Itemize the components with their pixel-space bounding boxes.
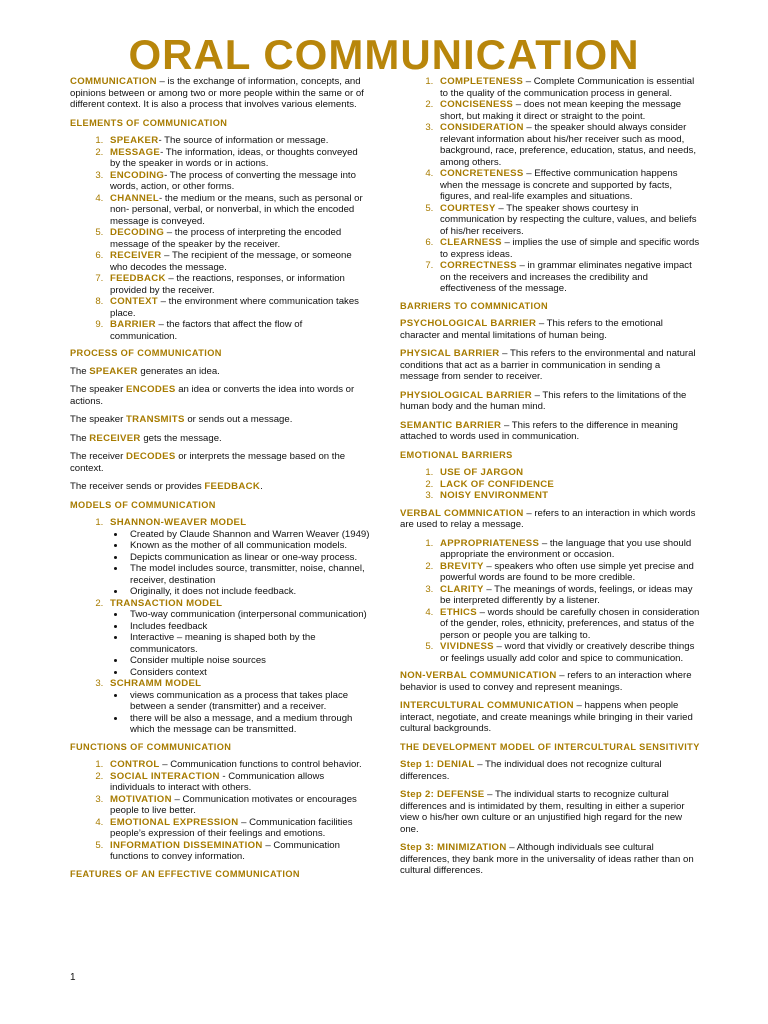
list-item	[106, 193, 370, 228]
item-text: – the factors that affect the flow of communication.	[110, 319, 303, 342]
term: PSYCHOLOGICAL BARRIER	[400, 318, 537, 329]
item-text: – Complete Communication is essential to the quality of the communication process in general.	[440, 76, 695, 99]
term: Step 1: DENIAL	[400, 759, 475, 770]
step-text: or sends out a message.	[184, 414, 293, 425]
step-text: an idea or converts the idea into words or actions.	[70, 384, 355, 407]
section-heading-functions: FUNCTIONS OF COMMUNICATION	[70, 741, 232, 752]
process-step	[70, 366, 370, 378]
list-item	[106, 771, 370, 794]
step-text: The receiver	[70, 451, 126, 462]
barrier-paragraph	[400, 420, 700, 443]
page-number: 1	[70, 972, 76, 983]
term: SHANNON-WEAVER MODEL	[110, 517, 247, 528]
list-item	[436, 122, 700, 168]
term: BARRIER	[110, 319, 156, 330]
item-text: – speakers who often use simple yet precise and powerful words are found to be more credible.	[440, 560, 694, 583]
list-item	[106, 517, 370, 598]
term: CLARITY	[440, 583, 484, 595]
step-paragraph	[400, 842, 700, 877]
term: CONSIDERATION	[440, 122, 524, 133]
item-text: – the reactions, responses, or information provided by the receiver.	[110, 273, 345, 296]
item-text: – the speaker should always consider relevant information about his/her receiver such as mood, background, race, preference, education, status, and needs, among others.	[440, 122, 697, 168]
term: SOCIAL INTERACTION	[110, 770, 220, 782]
term: PHYSICAL BARRIER	[400, 348, 500, 359]
term: SEMANTIC BARRIER	[400, 419, 502, 431]
item-text: - The source of information or message.	[158, 135, 329, 146]
item-text: – word that vividly or creatively describe things or feelings usually add color and spice to communication.	[440, 641, 695, 664]
term: SPEAKER	[89, 365, 138, 377]
term: CHANNEL	[110, 192, 160, 204]
term: COMPLETENESS	[440, 76, 524, 87]
item-text: – The speaker shows courtesy in communication by respecting the culture, values, and beliefs of his/her receivers.	[440, 202, 697, 237]
step-text: The	[70, 432, 90, 444]
paragraph-text: – This refers to the emotional character and mental limitations of human being.	[400, 318, 663, 341]
term: DECODES	[125, 451, 176, 462]
item-text: – Communication functions to control behavior.	[159, 759, 362, 770]
verbal-list	[400, 538, 700, 665]
list-item	[106, 273, 370, 296]
list-item	[106, 598, 370, 679]
functions-list	[70, 759, 370, 863]
list-item	[436, 538, 700, 561]
intercultural-definition	[400, 700, 700, 735]
paragraph-text: – The individual does not recognize cultural differences.	[400, 759, 662, 782]
step-text: .	[260, 481, 263, 492]
list-item	[106, 250, 370, 273]
list-item	[436, 168, 700, 203]
term: COMMUNICATION	[70, 76, 157, 87]
paragraph-text: – refers to an interaction in which words are used to relay a message.	[400, 507, 696, 530]
process-step	[70, 414, 370, 426]
elements-list	[70, 135, 370, 342]
list-item	[436, 467, 700, 479]
list-item	[436, 479, 700, 491]
term: RECEIVER	[110, 250, 162, 261]
bullet-item: • Consider multiple noise sources	[126, 655, 370, 667]
process-step	[70, 433, 370, 445]
term: CONCRETENESS	[440, 168, 524, 179]
bullet-item: • Depicts communication as linear or one-way process.	[126, 552, 370, 564]
term: SPEAKER	[110, 135, 159, 146]
term: APPROPRIATENESS	[440, 537, 540, 549]
item-text: – Communication facilities people’s expression of their feelings and emotions.	[110, 816, 353, 839]
term: ENCODES	[126, 384, 176, 395]
right-column	[400, 76, 700, 884]
models-list	[70, 517, 370, 736]
term: ENCODING	[110, 169, 165, 181]
term: VERBAL COMMNICATION	[400, 507, 524, 519]
item-text: – the language that you use should appropriate the environment or occasion.	[440, 537, 692, 560]
page-title: ORAL COMMUNICATION	[128, 31, 640, 78]
term: CONTEXT	[110, 296, 158, 307]
section-heading-process: PROCESS OF COMMUNICATION	[70, 348, 222, 358]
term: FEEDBACK	[110, 273, 166, 284]
bullet-item: • Known as the mother of all communication models.	[126, 540, 370, 552]
bullet-item: • views communication as a process that takes place between a sender (transmitter) and a receiver.	[126, 690, 370, 713]
term: MOTIVATION	[110, 793, 172, 805]
term: COURTESY	[440, 202, 496, 214]
step-text: gets the message.	[140, 432, 222, 444]
list-item	[106, 135, 370, 147]
term: CLEARNESS	[440, 237, 502, 248]
process-step	[70, 384, 370, 407]
term: TRANSACTION MODEL	[110, 597, 223, 609]
bullet-list	[110, 609, 370, 678]
item-text: – the process of interpreting the encoded message of the speaker by the receiver.	[110, 227, 342, 250]
paragraph-text: – The individual starts to recognize cultural differences and is intimidated by them, resulting in either a superior view o his/her own culture or an unjustified high regard for the new one.	[400, 789, 685, 835]
term: INTERCULTURAL COMMUNICATION	[400, 700, 574, 711]
paragraph-text: – This refers to the limitations of the human body and the human mind.	[400, 389, 687, 412]
list-item	[106, 296, 370, 319]
step-text: The	[70, 365, 90, 377]
item-text: – implies the use of simple and specific words to express ideas.	[440, 237, 700, 260]
item-text: - The process of converting the message into words, action, or other forms.	[110, 169, 356, 192]
step-text: The speaker	[70, 384, 126, 395]
bullet-item: • Two-way communication (interpersonal communication)	[126, 609, 370, 621]
list-item	[106, 227, 370, 250]
step-text: generates an idea.	[137, 365, 220, 377]
paragraph-text: – This refers to the difference in meaning attached to words used in communication.	[400, 419, 678, 442]
step-text: The speaker	[70, 414, 126, 425]
section-heading-features: FEATURES OF AN EFFECTIVE COMMUNICATION	[70, 868, 300, 879]
process-step	[70, 481, 370, 493]
term: LACK OF CONFIDENCE	[440, 478, 555, 490]
paragraph-text: – This refers to the environmental and natural conditions that act as a barrier in communication in sending a message from sender to receiver.	[400, 348, 696, 382]
list-item	[106, 840, 370, 863]
list-item	[436, 237, 700, 260]
list-item	[106, 170, 370, 193]
term: DECODING	[110, 227, 165, 238]
bullet-item: • Interactive – meaning is shaped both by the communicators.	[126, 632, 370, 655]
communication-definition	[70, 76, 370, 111]
list-item	[436, 607, 700, 642]
bullet-item: • Originally, it does not include feedback.	[126, 586, 370, 598]
step-text: or interprets the message based on the context.	[70, 451, 346, 474]
term: Step 2: DEFENSE	[400, 789, 485, 800]
bullet-item: • there will be also a message, and a medium through which the message can be transmitted.	[126, 713, 370, 736]
term: ETHICS	[440, 606, 477, 618]
verbal-definition	[400, 508, 700, 531]
bullet-item: • Created by Claude Shannon and Warren Weaver (1949)	[126, 529, 370, 541]
paragraph-text: – Although individuals see cultural differences, they bank more in the universality of ideas rather than on cultural differences.	[400, 842, 694, 876]
item-text: – the environment where communication takes place.	[110, 296, 359, 319]
term: Step 3: MINIMIZATION	[400, 842, 507, 853]
list-item	[436, 76, 700, 99]
bullet-list	[110, 529, 370, 598]
paragraph-text: – refers to an interaction where behavior is used to convey and represent meanings.	[400, 670, 692, 693]
item-text: – does not mean keeping the message short, but making it direct or straight to the point.	[440, 99, 682, 122]
item-text: – The meanings of words, feelings, or ideas may be interpreted differently by a listener.	[440, 583, 693, 606]
item-text: - The information, ideas, or thoughts conveyed by the speaker in words or in actions.	[110, 146, 358, 169]
item-text: – in grammar eliminates negative impact on the receivers and increases the credibility and effectiveness of the message.	[440, 260, 692, 294]
list-item	[436, 260, 700, 295]
item-text: – The recipient of the message, or someone who decodes the message.	[110, 250, 352, 273]
list-item	[436, 490, 700, 502]
term: BREVITY	[440, 560, 484, 572]
item-text: – Communication motivates or encourages people to live better.	[110, 793, 357, 816]
item-text: – Communication functions to convey information.	[110, 839, 340, 862]
list-item	[106, 817, 370, 840]
barrier-paragraph	[400, 348, 700, 383]
list-item	[436, 561, 700, 584]
step-text: The receiver sends or provides	[70, 481, 205, 492]
list-item	[106, 759, 370, 771]
term: NON-VERBAL COMMUNICATION	[400, 670, 557, 681]
section-heading-models: MODELS OF COMMUNICATION	[70, 499, 216, 510]
step-paragraph	[400, 789, 700, 835]
term: TRANSMITS	[126, 414, 185, 425]
term: MESSAGE	[110, 146, 161, 158]
term: CONCISENESS	[440, 99, 514, 110]
paragraph-text: – happens when people interact, negotiate, and create meanings while bringing in their varied cultural backgrounds.	[400, 700, 693, 734]
list-item	[436, 203, 700, 238]
bullet-item: • Considers context	[126, 667, 370, 679]
list-item	[436, 641, 700, 664]
left-column	[70, 76, 370, 886]
list-item	[436, 99, 700, 122]
item-text: – words should be carefully chosen in consideration of the gender, roles, ethnicity, preferences, and status of the person or people you are talking to.	[440, 606, 700, 641]
item-text: - the medium or the means, such as personal or non- personal, verbal, or nonverbal, in which the encoded message is conveyed.	[110, 192, 363, 227]
section-heading-development-model: THE DEVELOPMENT MODEL OF INTERCULTURAL SENSITIVITY	[400, 741, 700, 752]
features-list	[400, 76, 700, 295]
list-item	[436, 584, 700, 607]
section-heading-barriers: BARRIERS TO COMMNICATION	[400, 300, 549, 311]
term: EMOTIONAL EXPRESSION	[110, 816, 239, 828]
emotional-list	[400, 467, 700, 502]
term: FEEDBACK	[204, 481, 261, 492]
step-paragraph	[400, 759, 700, 782]
definition-text: – is the exchange of information, concepts, and opinions between or among two or more people within the same or of different context. It is also a process that involves various elements.	[70, 76, 364, 110]
term: CONTROL	[110, 759, 160, 770]
bullet-list	[110, 690, 370, 736]
bullet-item: • Includes feedback	[126, 621, 370, 633]
process-step	[70, 451, 370, 474]
barrier-paragraph	[400, 390, 700, 413]
item-text: – Effective communication happens when the message is concrete and supported by facts, figures, and real-life examples and situations.	[440, 168, 678, 202]
section-heading-elements: ELEMENTS OF COMMUNICATION	[70, 117, 228, 128]
section-heading-emotional: EMOTIONAL BARRIERS	[400, 449, 513, 460]
term: CORRECTNESS	[440, 260, 517, 271]
list-item	[106, 678, 370, 736]
term: SCHRAMM MODEL	[110, 678, 202, 689]
list-item	[106, 147, 370, 170]
term: RECEIVER	[89, 432, 141, 444]
list-item	[106, 319, 370, 342]
term: NOISY ENVIRONMENT	[440, 490, 549, 501]
term: PHYSIOLOGICAL BARRIER	[400, 389, 532, 401]
term: VIVIDNESS	[440, 641, 494, 652]
term: USE OF JARGON	[440, 467, 524, 478]
list-item	[106, 794, 370, 817]
barrier-paragraph	[400, 318, 700, 341]
bullet-item: • The model includes source, transmitter, noise, channel, receiver, destination	[126, 563, 370, 586]
nonverbal-definition	[400, 670, 700, 693]
item-text: - Communication allows individuals to interact with others.	[110, 770, 325, 793]
term: INFORMATION DISSEMINATION	[110, 839, 263, 851]
